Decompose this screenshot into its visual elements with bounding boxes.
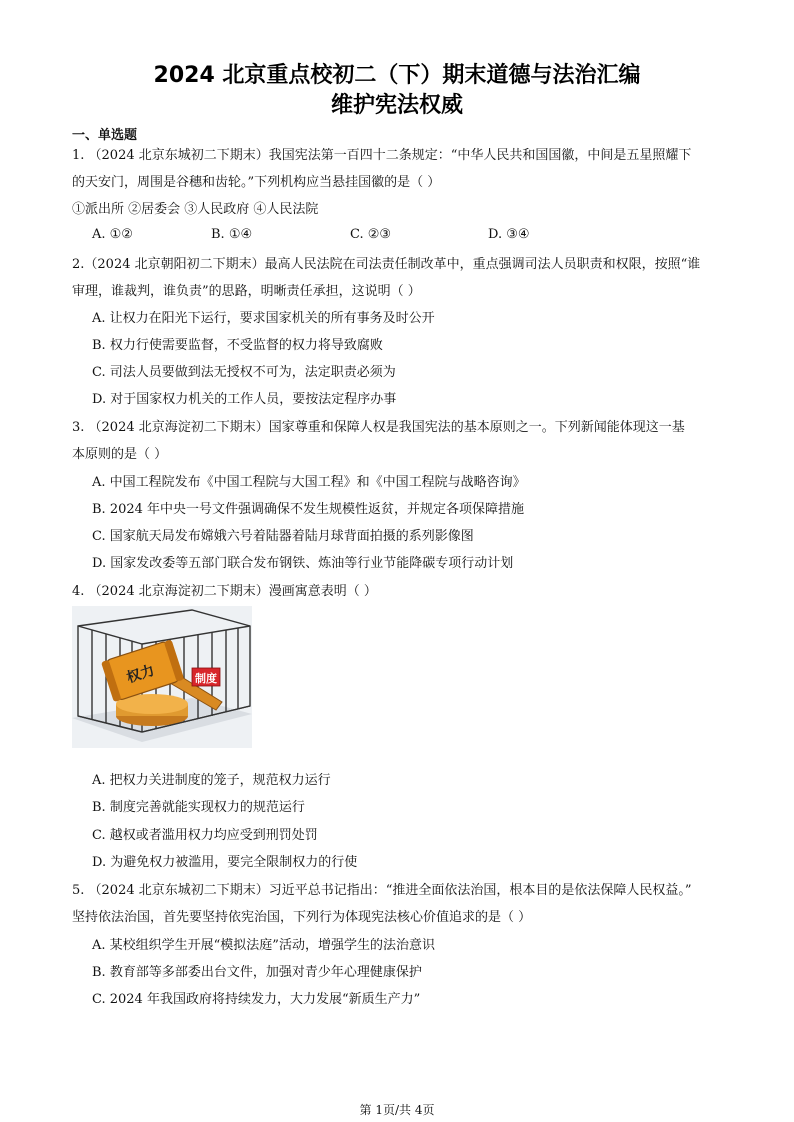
q2-option-a: A. 让权力在阳光下运行，要求国家机关的所有事务及时公开 bbox=[92, 311, 435, 326]
q3-stem-line1: 3. （2024 北京海淀初二下期末）国家尊重和保障人权是我国宪法的基本原则之一。下列新闻能体现这一基 bbox=[72, 420, 685, 435]
document-subtitle: 维护宪法权威 bbox=[330, 93, 463, 118]
q2-stem-line2: 审理，谁裁判，谁负责”的思路，明晰责任承担，这说明（ ） bbox=[72, 284, 421, 299]
q1-option-b: B. ①④ bbox=[211, 227, 253, 242]
q5-option-a: A. 某校组织学生开展“模拟法庭”活动，增强学生的法治意识 bbox=[92, 938, 435, 953]
q5-stem-line1: 5. （2024 北京东城初二下期末）习近平总书记指出：“推进全面依法治国，根本目的是依法保障人民权益。” bbox=[72, 883, 692, 898]
q3-option-d: D. 国家发改委等五部门联合发布钢铁、炼油等行业节能降碳专项行动计划 bbox=[92, 556, 514, 571]
q1-stem-line1: 1. （2024 北京东城初二下期末）我国宪法第一百四十二条规定：“中华人民共和国国徽，中间是五星照耀下 bbox=[72, 148, 692, 163]
document-title: 2024 北京重点校初二（下）期末道德与法治汇编 bbox=[153, 63, 641, 88]
q2-option-d: D. 对于国家权力机关的工作人员，要按法定程序办事 bbox=[92, 392, 397, 407]
q5-option-c: C. 2024 年我国政府将持续发力，大力发展“新质生产力” bbox=[92, 992, 421, 1007]
q2-stem-line1: 2.（2024 北京朝阳初二下期末）最高人民法院在司法责任制改革中，重点强调司法人员职责和权限，按照“谁 bbox=[72, 257, 701, 272]
q2-option-c: C. 司法人员要做到法无授权不可为，法定职责必须为 bbox=[92, 365, 396, 380]
cartoon-image bbox=[72, 606, 252, 748]
q3-stem-line2: 本原则的是（ ） bbox=[72, 447, 168, 462]
q4-option-c: C. 越权或者滥用权力均应受到刑罚处罚 bbox=[92, 828, 318, 843]
page-footer: 第 1页/共 4页 bbox=[359, 1103, 435, 1117]
q5-stem-line2: 坚持依法治国，首先要坚持依宪治国，下列行为体现宪法核心价值追求的是（ ） bbox=[72, 910, 532, 925]
q1-option-d: D. ③④ bbox=[488, 227, 530, 242]
q4-option-d: D. 为避免权力被滥用，要完全限制权力的行使 bbox=[92, 855, 358, 870]
q4-option-b: B. 制度完善就能实现权力的规范运行 bbox=[92, 800, 305, 815]
q5-option-b: B. 教育部等多部委出台文件，加强对青少年心理健康保护 bbox=[92, 965, 422, 980]
q3-option-c: C. 国家航天局发布嫦娥六号着陆器着陆月球背面拍摄的系列影像图 bbox=[92, 529, 474, 544]
q3-option-a: A. 中国工程院发布《中国工程院与大国工程》和《中国工程院与战略咨询》 bbox=[92, 475, 526, 490]
q2-option-b: B. 权力行使需要监督，不受监督的权力将导致腐败 bbox=[92, 338, 383, 353]
q4-stem: 4. （2024 北京海淀初二下期末）漫画寓意表明（ ） bbox=[72, 584, 377, 599]
sign-label: 制度 bbox=[195, 672, 217, 685]
q3-option-b: B. 2024 年中央一号文件强调确保不发生规模性返贫，并规定各项保障措施 bbox=[92, 502, 525, 517]
q1-items: ①派出所 ②居委会 ③人民政府 ④人民法院 bbox=[72, 202, 319, 217]
q1-option-a: A. ①② bbox=[92, 227, 133, 242]
gavel-label: 权力 bbox=[124, 662, 157, 687]
section-heading: 一、单选题 bbox=[72, 128, 138, 143]
q4-option-a: A. 把权力关进制度的笼子，规范权力运行 bbox=[92, 773, 331, 788]
q1-option-c: C. ②③ bbox=[350, 227, 392, 242]
q1-stem-line2: 的天安门，周围是谷穗和齿轮。”下列机构应当悬挂国徽的是（ ） bbox=[72, 175, 441, 190]
